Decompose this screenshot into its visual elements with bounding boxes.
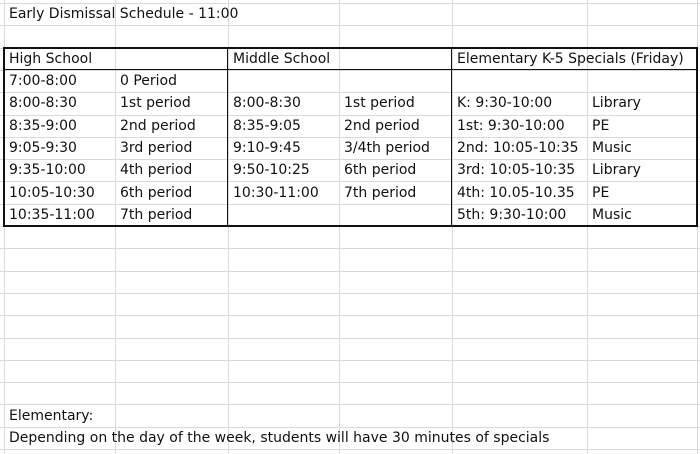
cell-high-period[interactable]: 7th period xyxy=(120,206,193,223)
divider-middle-elementary xyxy=(451,48,452,226)
table-border-bottom xyxy=(3,225,698,227)
cell-high-time[interactable]: 8:35-9:00 xyxy=(9,117,77,134)
gridline-horizontal xyxy=(0,449,700,450)
cell-elem-grade-time[interactable]: 3rd: 10:05-10:35 xyxy=(457,162,576,179)
gridline-horizontal xyxy=(0,382,700,383)
gridline-horizontal xyxy=(0,315,700,316)
cell-middle-period[interactable]: 7th period xyxy=(344,184,417,201)
cell-elem-special[interactable]: PE xyxy=(592,117,610,134)
gridline-horizontal xyxy=(0,293,700,294)
gridline-horizontal xyxy=(0,271,700,272)
cell-middle-period[interactable]: 6th period xyxy=(344,162,417,179)
note-text[interactable]: Depending on the day of the week, students will have 30 minutes of specials xyxy=(9,429,550,446)
cell-high-time[interactable]: 10:35-11:00 xyxy=(9,206,95,223)
cell-elem-special[interactable]: PE xyxy=(592,184,610,201)
cell-high-time[interactable]: 9:35-10:00 xyxy=(9,162,86,179)
gridline-horizontal xyxy=(0,248,700,249)
cell-high-period[interactable]: 3rd period xyxy=(120,139,193,156)
note-label[interactable]: Elementary: xyxy=(9,407,94,424)
gridline-horizontal xyxy=(0,338,700,339)
cell-elem-special[interactable]: Library xyxy=(592,162,641,179)
cell-middle-time[interactable]: 9:10-9:45 xyxy=(233,139,301,156)
cell-high-period[interactable]: 4th period xyxy=(120,162,193,179)
divider-high-middle xyxy=(227,48,228,226)
cell-high-time[interactable]: 7:00-8:00 xyxy=(9,73,77,90)
cell-middle-period[interactable]: 2nd period xyxy=(344,117,420,134)
cell-elem-grade-time[interactable]: 1st: 9:30-10:00 xyxy=(457,117,565,134)
table-border-left xyxy=(3,47,5,226)
gridline-horizontal xyxy=(0,360,700,361)
cell-high-period[interactable]: 1st period xyxy=(120,95,191,112)
header-underline xyxy=(4,69,697,70)
cell-high-period[interactable]: 6th period xyxy=(120,184,193,201)
cell-elem-grade-time[interactable]: 5th: 9:30-10:00 xyxy=(457,206,567,223)
cell-elem-grade-time[interactable]: K: 9:30-10:00 xyxy=(457,95,553,112)
cell-middle-time[interactable]: 8:35-9:05 xyxy=(233,117,301,134)
cell-high-time[interactable]: 9:05-9:30 xyxy=(9,139,77,156)
table-border-top xyxy=(3,47,698,49)
cell-middle-time[interactable]: 9:50-10:25 xyxy=(233,162,310,179)
table-border-right xyxy=(696,47,698,226)
cell-elem-special[interactable]: Music xyxy=(592,139,632,156)
cell-middle-period[interactable]: 3/4th period xyxy=(344,139,430,156)
cell-high-time[interactable]: 8:00-8:30 xyxy=(9,95,77,112)
header-middle-school[interactable]: Middle School xyxy=(233,50,331,67)
cell-high-time[interactable]: 10:05-10:30 xyxy=(9,184,95,201)
cell-elem-special[interactable]: Library xyxy=(592,95,641,112)
sheet-title[interactable]: Early Dismissal Schedule - 11:00 xyxy=(9,6,239,23)
cell-elem-special[interactable]: Music xyxy=(592,206,632,223)
header-elementary-specials[interactable]: Elementary K-5 Specials (Friday) xyxy=(457,50,684,67)
header-high-school[interactable]: High School xyxy=(9,50,93,67)
cell-middle-time[interactable]: 8:00-8:30 xyxy=(233,95,301,112)
cell-elem-grade-time[interactable]: 4th: 10.05-10.35 xyxy=(457,184,575,201)
cell-high-period[interactable]: 2nd period xyxy=(120,117,196,134)
cell-high-period[interactable]: 0 Period xyxy=(120,73,178,90)
cell-middle-period[interactable]: 1st period xyxy=(344,95,415,112)
cell-middle-time[interactable]: 10:30-11:00 xyxy=(233,184,319,201)
cell-elem-grade-time[interactable]: 2nd: 10:05-10:35 xyxy=(457,139,579,156)
